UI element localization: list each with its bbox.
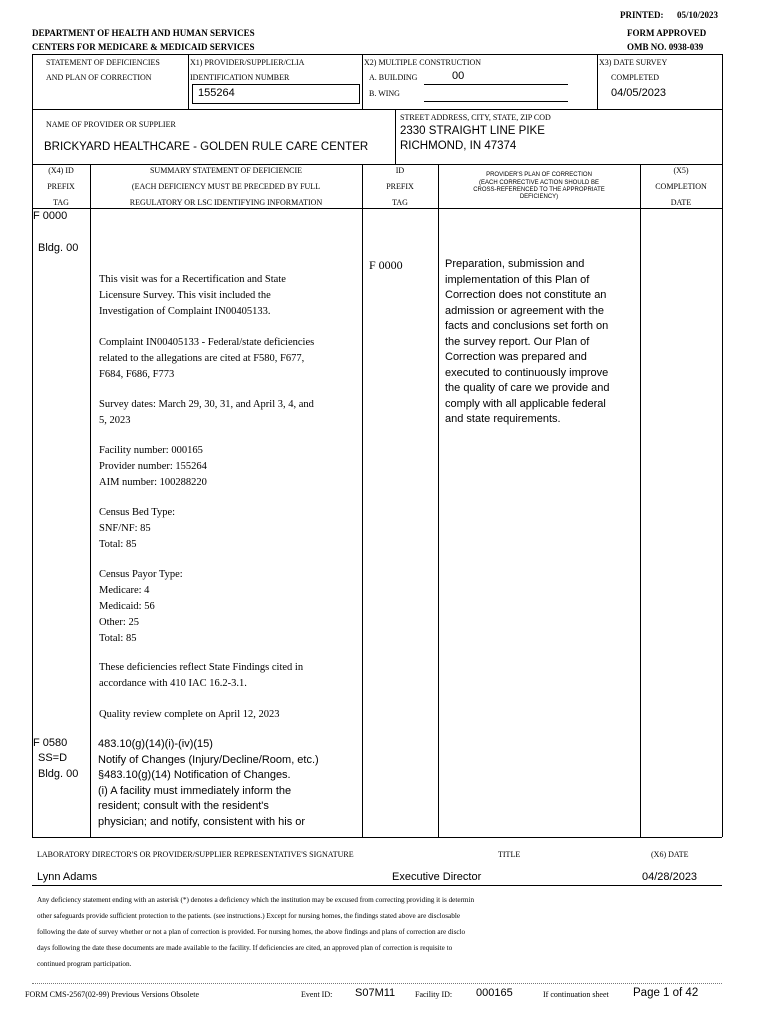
disclaimer-line-3: following the date of survey whether or not a plan of correction is provided. For nursing homes, the above findings and plans of correction are disclo [37,928,466,936]
form-approved: FORM APPROVED [627,28,707,38]
building-value: 00 [452,70,465,82]
wing-label: B. WING [369,89,400,98]
address-label: STREET ADDRESS, CITY, STATE, ZIP COD [400,113,551,122]
summary-paragraph-6: Census Payor Type: Medicare: 4 Medicaid: 56 Other: 25 Total: 85 [99,569,183,644]
x4-header-1: (X4) ID [48,166,74,175]
event-id-label: Event ID: [301,990,333,999]
id-header-1: ID [395,166,405,175]
summary-paragraph-2: Complaint IN00405133 - Federal/state deficiencies related to the allegations are cited at F580, F677, F684, F686, F773 [99,337,315,380]
x4-header-2: PREFIX [47,182,75,191]
summary-header-1: SUMMARY STATEMENT OF DEFICIENCIE [149,166,303,175]
x1-label-1: X1) PROVIDER/SUPPLIER/CLIA [190,58,305,67]
id-tag-1: F 0000 [369,258,403,272]
statement-label-1: STATEMENT OF DEFICIENCIES [46,58,160,67]
summary-paragraph-9: 483.10(g)(14)(i)-(iv)(15) Notify of Changes (Injury/Decline/Room, etc.) §483.10(g)(14) Notification of Changes. (i) A facility must immediately inform the resident; consult with the resident's physician; and notify, consistent with his or [98,738,319,828]
x5-header-3: DATE [670,198,692,207]
summary-paragraph-8: Quality review complete on April 12, 2023 [99,709,280,720]
address-line-2: RICHMOND, IN 47374 [400,140,517,152]
plan-of-correction-text: Preparation, submission and implementation of this Plan of Correction does not constitute an admission or agreement with the facts and conclusions set forth on the survey report. Our Plan of Correction was prepared and executed to continuously improve the quality of care we provide and comply with all applicable federal and state requirements. [445,258,610,425]
provider-number: 155264 [198,87,235,99]
title-label: TITLE [498,850,521,859]
plan-header-1: PROVIDER'S PLAN OF CORRECTION [486,172,592,178]
id-header-3: TAG [392,198,408,207]
prefix-tag-1: F 0000 [33,210,68,222]
statement-label-2: AND PLAN OF CORRECTION [46,73,152,82]
department-title: DEPARTMENT OF HEALTH AND HUMAN SERVICES [32,28,255,38]
page-number: Page 1 of 42 [633,987,699,999]
centers-title: CENTERS FOR MEDICARE & MEDICAID SERVICES [32,42,255,52]
disclaimer-line-5: continued program participation. [37,960,132,968]
omb-number: OMB NO. 0938-039 [627,42,704,52]
x3-label-1: X3) DATE SURVEY [599,58,668,67]
continuation-label: If continuation sheet [543,990,609,999]
summary-header-3: REGULATORY OR LSC IDENTIFYING INFORMATION [129,198,323,207]
summary-paragraph-7: These deficiencies reflect State Findings cited in accordance with 410 IAC 16.2-3.1. [99,662,304,689]
bldg-2: Bldg. 00 [38,768,79,780]
building-label: A. BUILDING [369,73,418,82]
signature-name: Lynn Adams [37,871,98,883]
x2-label: X2) MULTIPLE CONSTRUCTION [364,58,482,67]
survey-date: 04/05/2023 [611,87,667,99]
provider-name: BRICKYARD HEALTHCARE - GOLDEN RULE CARE CENTER [44,141,369,153]
ss-rating: SS=D [38,752,68,764]
x4-header-3: TAG [53,198,69,207]
provider-name-label: NAME OF PROVIDER OR SUPPLIER [46,120,176,129]
address-line-1: 2330 STRAIGHT LINE PIKE [400,125,545,137]
plan-header-3: CROSS-REFERENCED TO THE APPROPRIATE [473,187,605,193]
x3-label-2: COMPLETED [611,73,659,82]
signature-date: 04/28/2023 [642,871,698,883]
summary-paragraph-4: Facility number: 000165 Provider number: 155264 AIM number: 100288220 [99,445,207,488]
x5-header-2: COMPLETION [655,182,707,191]
disclaimer-line-2: other safeguards provide sufficient protection to the patients. (see instructions.) Except for nursing homes, the findings stated above are disclosable [37,912,461,920]
disclaimer-line-4: days following the date these documents are made available to the facility. If deficiencies are cited, an approved plan of correction is requisite to [37,944,453,952]
plan-header-4: DEFICIENCY) [519,194,559,200]
printed-label: PRINTED: [620,10,664,20]
signature-label: LABORATORY DIRECTOR'S OR PROVIDER/SUPPLIER REPRESENTATIVE'S SIGNATURE [37,850,354,859]
facility-id-label: Facility ID: [415,990,453,999]
disclaimer-line-1: Any deficiency statement ending with an asterisk (*) denotes a deficiency which the institution may be excused from correcting providing it is determin [37,896,475,904]
summary-paragraph-1: This visit was for a Recertification and State Licensure Survey. This visit included the Investigation of Complaint IN00405133. [99,274,286,317]
event-id: S07M11 [355,987,396,999]
x6-date-label: (X6) DATE [651,850,689,859]
bldg-1: Bldg. 00 [38,242,79,254]
plan-header-2: (EACH CORRECTIVE ACTION SHOULD BE [478,180,600,186]
summary-paragraph-3: Survey dates: March 29, 30, 31, and April 3, 4, and 5, 2023 [99,399,314,426]
form-number: FORM CMS-2567(02-99) Previous Versions Obsolete [25,990,200,999]
prefix-tag-2: F 0580 [33,737,68,749]
facility-id: 000165 [476,987,513,999]
printed-date: 05/10/2023 [677,10,719,20]
summary-paragraph-5: Census Bed Type: SNF/NF: 85 Total: 85 [99,507,176,550]
summary-header-2: (EACH DEFICIENCY MUST BE PRECEDED BY FULL [131,182,321,191]
id-header-2: PREFIX [386,182,414,191]
x5-header-1: (X5) [673,166,689,175]
x1-label-2: IDENTIFICATION NUMBER [190,73,290,82]
signature-title: Executive Director [392,871,482,883]
